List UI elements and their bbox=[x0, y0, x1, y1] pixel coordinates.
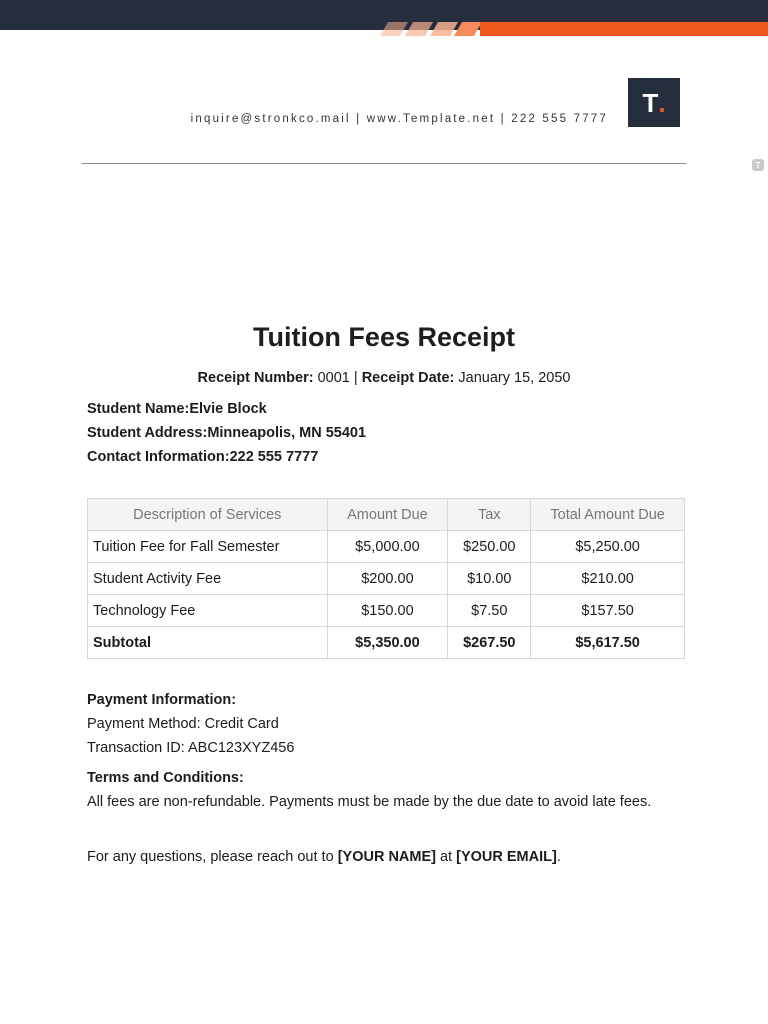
student-name: Elvie Block bbox=[189, 401, 267, 417]
table-cell: $210.00 bbox=[531, 563, 685, 595]
column-header: Amount Due bbox=[327, 499, 448, 531]
table-cell: Technology Fee bbox=[88, 595, 328, 627]
fees-table bbox=[87, 498, 685, 659]
column-header: Description of Services bbox=[88, 499, 328, 531]
receipt-number: 0001 bbox=[317, 370, 350, 386]
payment-heading: Payment Information: bbox=[87, 692, 237, 708]
table-cell: Tuition Fee for Fall Semester bbox=[88, 531, 328, 563]
table-cell: $157.50 bbox=[531, 595, 685, 627]
table-cell: $150.00 bbox=[327, 595, 448, 627]
template-badge-icon[interactable]: T bbox=[752, 159, 764, 171]
table-row bbox=[88, 595, 685, 627]
student-address-label: Student Address: bbox=[87, 425, 208, 441]
receipt-number-label: Receipt Number: bbox=[197, 370, 314, 386]
company-contact-line: inquire@stronkco.mail | www.Template.net | 222 555 7777 bbox=[190, 113, 608, 125]
footer-prefix: For any questions, please reach out to bbox=[87, 849, 338, 865]
column-header: Total Amount Due bbox=[531, 499, 685, 531]
logo-dot: . bbox=[658, 87, 666, 118]
student-name-label: Student Name: bbox=[87, 401, 190, 417]
payment-method: Payment Method: Credit Card bbox=[87, 716, 279, 732]
table-cell: $5,350.00 bbox=[327, 627, 448, 659]
footer-name-placeholder: [YOUR NAME] bbox=[337, 849, 436, 865]
footer-contact-note bbox=[87, 849, 561, 865]
student-address: Minneapolis, MN 55401 bbox=[207, 425, 367, 441]
table-cell: $5,617.50 bbox=[531, 627, 685, 659]
table-row bbox=[88, 531, 685, 563]
header-accent-bar bbox=[480, 22, 768, 36]
receipt-date: January 15, 2050 bbox=[458, 370, 571, 386]
table-cell: $5,250.00 bbox=[531, 531, 685, 563]
student-contact-label: Contact Information: bbox=[87, 449, 230, 465]
table-cell: $200.00 bbox=[327, 563, 448, 595]
table-header-row bbox=[88, 499, 685, 531]
table-cell: $267.50 bbox=[448, 627, 531, 659]
footer-middle: at bbox=[435, 849, 457, 865]
footer-suffix: . bbox=[556, 849, 561, 865]
company-logo bbox=[628, 78, 680, 127]
table-cell: Subtotal bbox=[88, 627, 328, 659]
student-name-line bbox=[87, 401, 267, 417]
terms-text: All fees are non-refundable. Payments must be made by the due date to avoid late fees. bbox=[87, 794, 652, 810]
page-title: Tuition Fees Receipt bbox=[252, 322, 516, 352]
transaction-id: Transaction ID: ABC123XYZ456 bbox=[87, 740, 295, 756]
receipt-separator: | bbox=[353, 370, 358, 386]
table-cell: $7.50 bbox=[448, 595, 531, 627]
student-contact-line bbox=[87, 449, 318, 465]
table-cell: $250.00 bbox=[448, 531, 531, 563]
terms-heading: Terms and Conditions: bbox=[87, 770, 244, 786]
footer-email-placeholder: [YOUR EMAIL] bbox=[456, 849, 557, 865]
student-contact: 222 555 7777 bbox=[229, 449, 319, 465]
table-row bbox=[88, 563, 685, 595]
table-cell: Student Activity Fee bbox=[88, 563, 328, 595]
subtotal-row bbox=[88, 627, 685, 659]
table-cell: $10.00 bbox=[448, 563, 531, 595]
receipt-date-label: Receipt Date: bbox=[361, 370, 455, 386]
table-cell: $5,000.00 bbox=[327, 531, 448, 563]
header-divider bbox=[82, 163, 686, 164]
logo-letter: T bbox=[642, 87, 659, 118]
receipt-meta-line bbox=[0, 370, 768, 386]
student-address-line bbox=[87, 425, 366, 441]
column-header: Tax bbox=[448, 499, 531, 531]
